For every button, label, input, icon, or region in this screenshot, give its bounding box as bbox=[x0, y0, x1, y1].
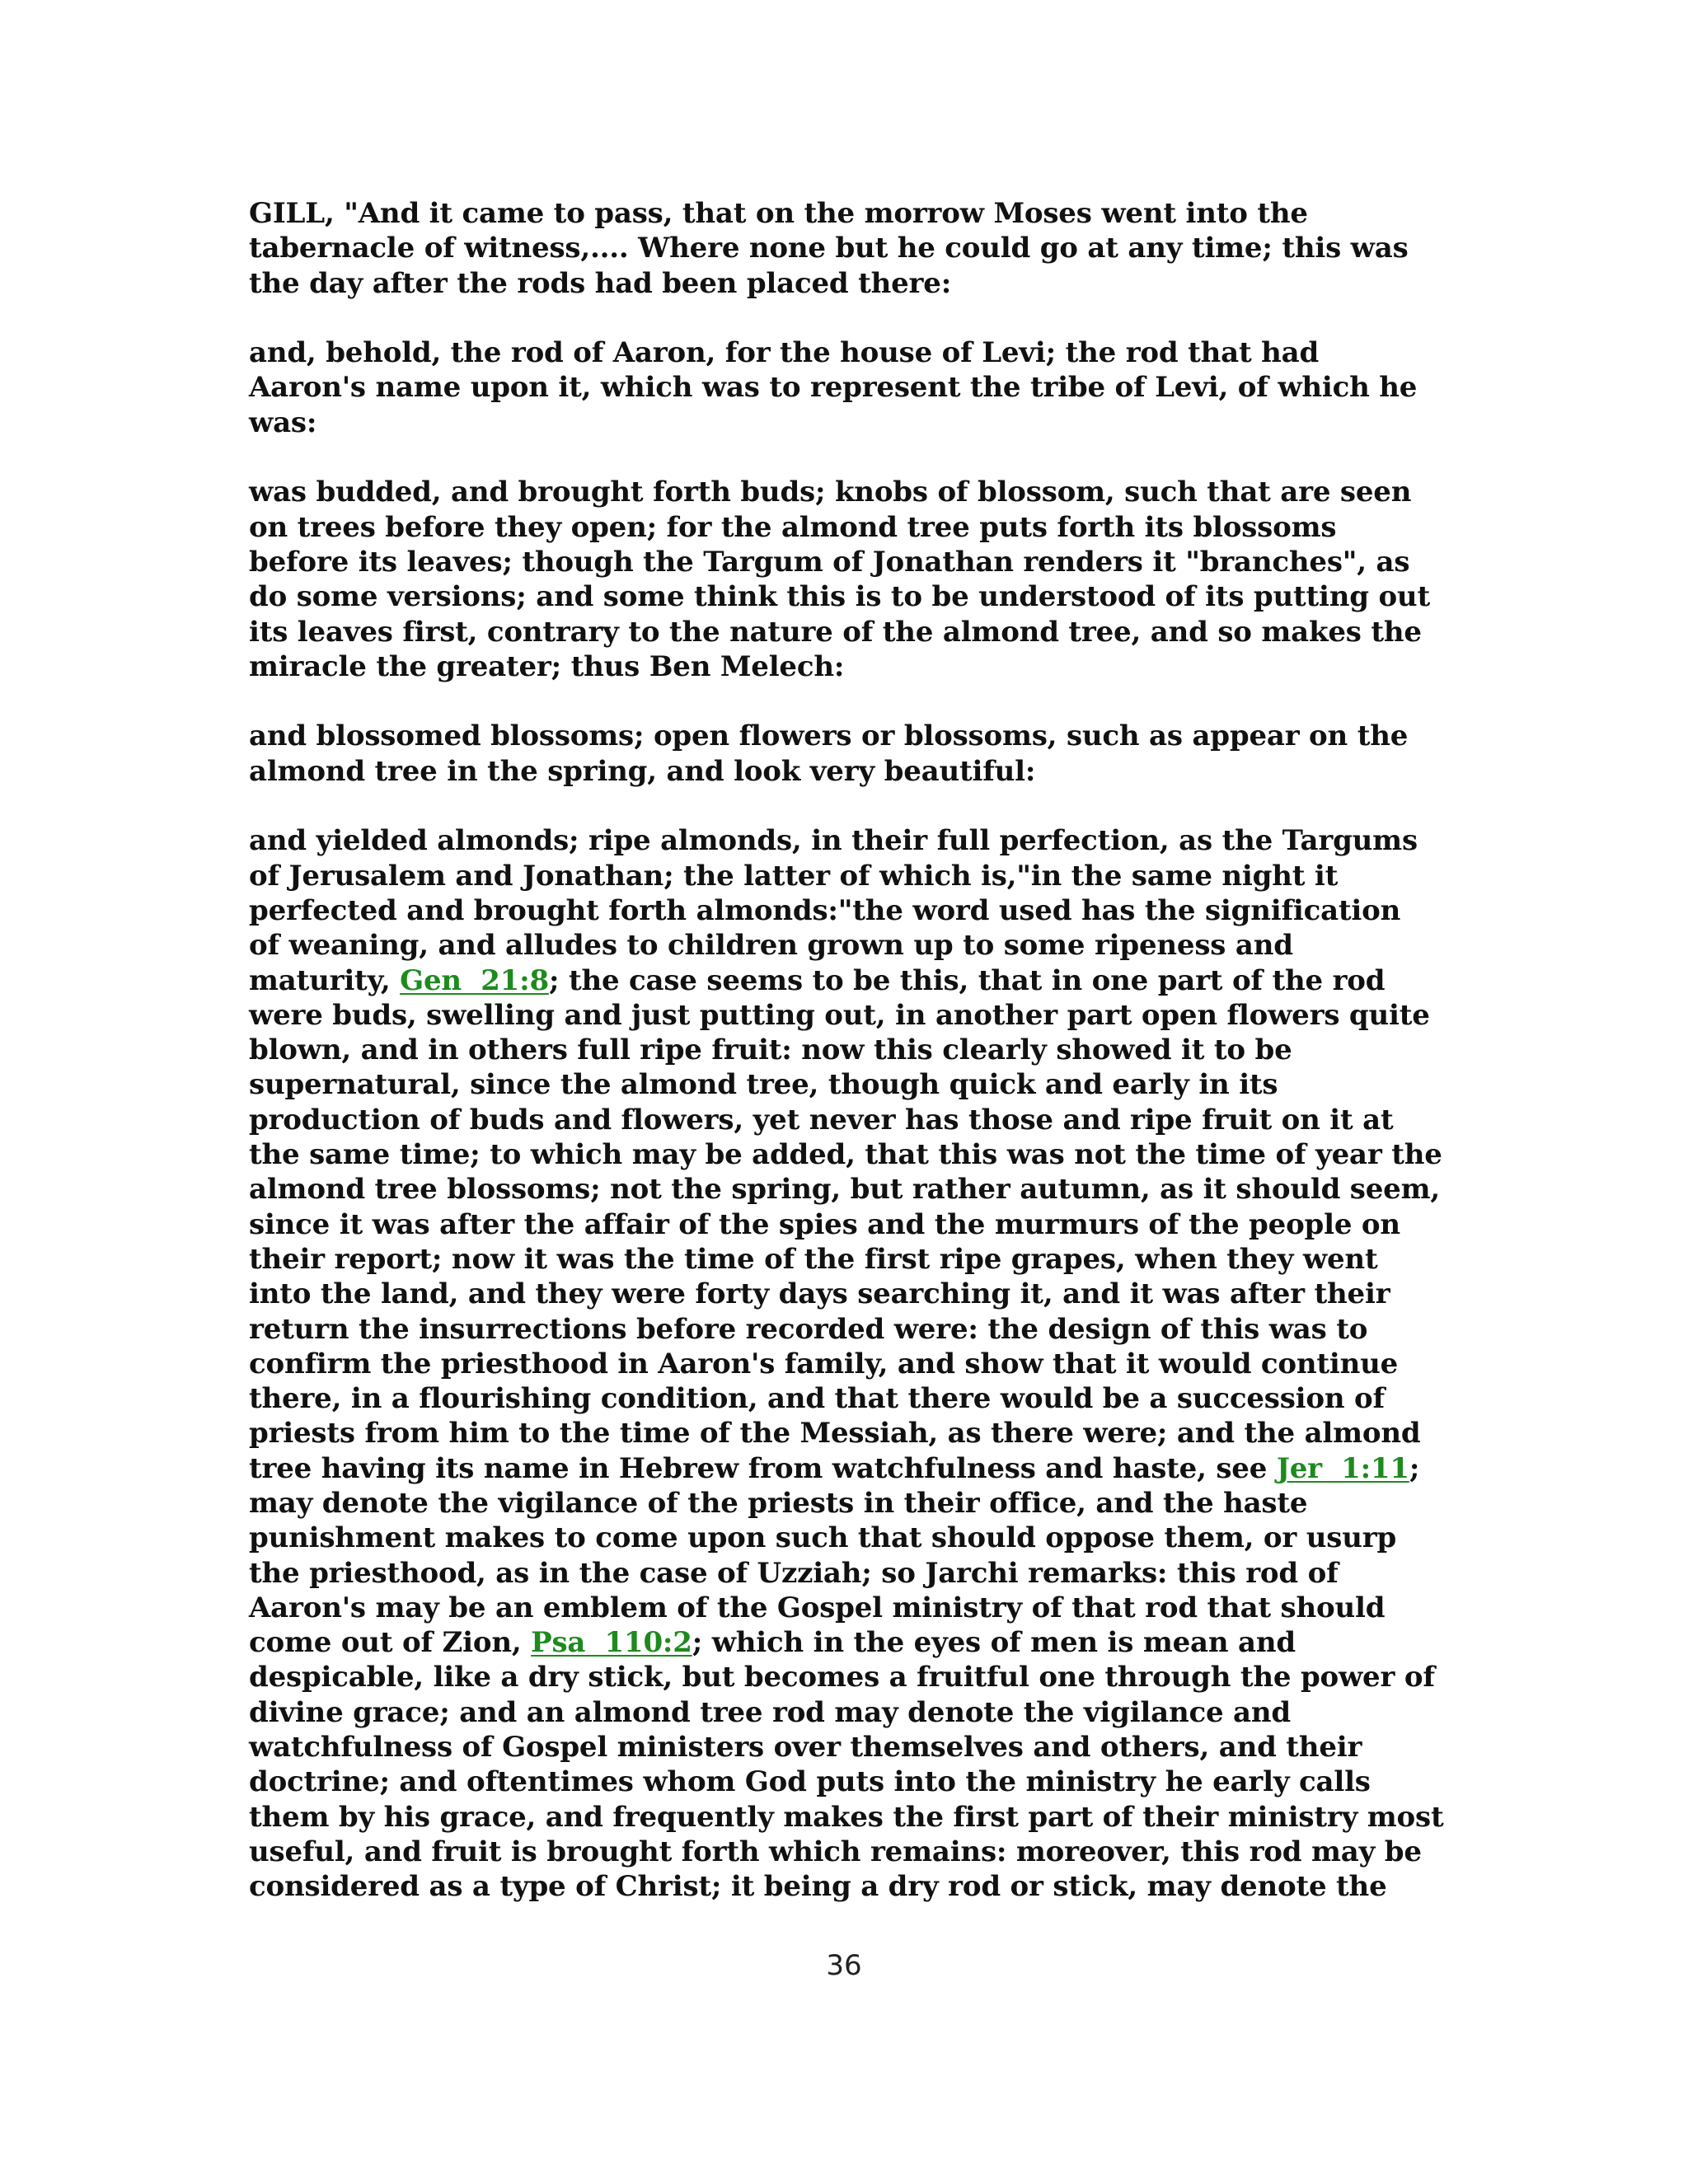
paragraph-4: and blossomed blossoms; open flowers or blossoms, such as appear on the almond tree in the spring, and look very beautiful: bbox=[249, 719, 1409, 788]
page-number: 36 bbox=[826, 1949, 862, 1982]
paragraph-2: and, behold, the rod of Aaron, for the house of Levi; the rod that had Aaron's name upon it, which was to represent the tribe of Levi, of which he was: bbox=[249, 336, 1418, 439]
scripture-link-jer-1-11[interactable]: Jer 1:11 bbox=[1276, 1451, 1409, 1485]
commentary-body bbox=[249, 196, 1452, 1905]
paragraph-3: was budded, and brought forth buds; knobs of blossom, such that are seen on trees before they open; for the almond tree puts forth its blossoms before its leaves; though the Targum of Jonathan renders it "branches", as do some versions; and some think this is to be understood of its putting out its leaves first, contrary to the nature of the almond tree, and so makes the miracle the greater; thus Ben Melech: bbox=[249, 476, 1430, 683]
paragraph-5-part-4: ; which in the eyes of men is mean and despicable, like a dry stick, but becomes a fruitful one through the power of divine grace; and an almond tree rod may denote the vigilance and watchfulness of Gospel ministers over themselves and others, and their doctrine; and oftentimes whom God puts into the ministry he early calls them by his grace, and frequently makes the first part of their ministry most useful, and fruit is brought forth which remains: moreover, this rod may be considered as a type of Christ; it being a dry rod or stick, may denote the bbox=[249, 1626, 1444, 1904]
paragraph-5-part-2: ; the case seems to be this, that in one part of the rod were buds, swelling and just putting out, in another part open flowers quite blown, and in others full ripe fruit: now this clearly showed it to be supernatural, since the almond tree, though quick and early in its production of buds and flowers, yet never has those and ripe fruit on it at the same time; to which may be added, that this was not the time of year the almond tree blossoms; not the spring, but rather autumn, as it should seem, since it was after the affair of the spies and the murmurs of the people on their report; now it was the time of the first ripe grapes, when they went into the land, and they were forty days searching it, and it was after their return the insurrections before recorded were: the design of this was to confirm the priesthood in Aaron's family, and show that it would continue there, in a flourishing condition, and that there would be a succession of priests from him to the time of the Messiah, as there were; and the almond tree having its name in Hebrew from watchfulness and haste, see bbox=[249, 963, 1442, 1485]
paragraph-1: GILL, "And it came to pass, that on the morrow Moses went into the tabernacle of witness,.... Where none but he could go at any time; this was the day after the rods had been placed there: bbox=[249, 197, 1409, 300]
paragraph-5 bbox=[249, 823, 1452, 1904]
scripture-link-gen-21-8[interactable]: Gen 21:8 bbox=[400, 963, 549, 997]
paragraph-5-part-1: and yielded almonds; ripe almonds, in their full perfection, as the Targums of Jerusalem and Jonathan; the latter of which is,"in the same night it perfected and brought forth almonds:"the word used has the signification of weaning, and alludes to children grown up to some ripeness and maturity, bbox=[249, 824, 1418, 997]
paragraph-5-part-3: ; may denote the vigilance of the priests in their office, and the haste punishment makes to come upon such that should oppose them, or usurp the priesthood, as in the case of Uzziah; so Jarchi remarks: this rod of Aaron's may be an emblem of the Gospel ministry of that rod that should come out of Zion, bbox=[249, 1451, 1420, 1660]
scripture-link-psa-110-2[interactable]: Psa 110:2 bbox=[531, 1626, 692, 1660]
